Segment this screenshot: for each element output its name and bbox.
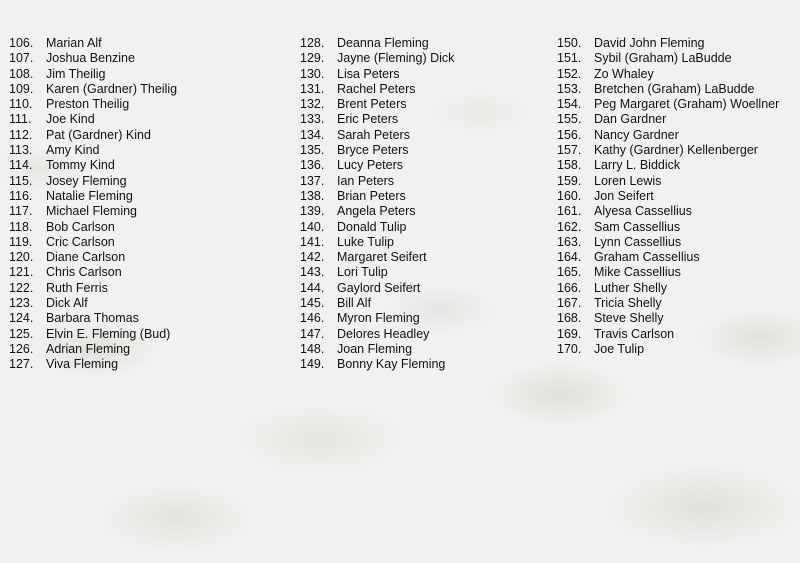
list-item (9, 82, 177, 97)
entry-number: 129. (300, 51, 325, 66)
entry-number: 142. (300, 250, 325, 265)
entry-number: 108. (9, 66, 34, 81)
list-item (300, 311, 454, 326)
list-item (557, 51, 779, 66)
list-item (300, 174, 454, 189)
list-item (9, 97, 177, 112)
entry-number: 130. (300, 66, 325, 81)
entry-name: Tricia Shelly (594, 296, 662, 311)
entry-name: Tommy Kind (46, 158, 115, 173)
name-column-3 (557, 36, 779, 357)
entry-name: Alyesa Cassellius (594, 204, 692, 219)
entry-number: 166. (557, 280, 582, 295)
list-item (9, 220, 177, 235)
entry-number: 145. (300, 296, 325, 311)
entry-name: Larry L. Biddick (594, 158, 681, 173)
list-item (557, 158, 779, 173)
entry-name: Pat (Gardner) Kind (46, 127, 151, 142)
list-item (557, 112, 779, 127)
list-item (300, 112, 454, 127)
entry-name: Donald Tulip (337, 219, 407, 234)
entry-number: 133. (300, 112, 325, 127)
entry-name: Sam Cassellius (594, 219, 681, 234)
entry-name: Peg Margaret (Graham) Woellner (594, 97, 780, 112)
entry-name: Adrian Fleming (46, 341, 131, 356)
list-item (300, 357, 454, 372)
list-item (300, 235, 454, 250)
list-item (557, 250, 779, 265)
entry-number: 107. (9, 51, 34, 66)
entry-name: Joan Fleming (337, 341, 413, 356)
entry-number: 141. (300, 234, 325, 249)
entry-name: Jim Theilig (46, 66, 106, 81)
entry-number: 109. (9, 81, 34, 96)
list-item (300, 143, 454, 158)
entry-number: 154. (557, 97, 582, 112)
entry-number: 151. (557, 51, 582, 66)
entry-name: Luke Tulip (337, 234, 394, 249)
entry-name: Cric Carlson (46, 234, 115, 249)
list-item (300, 67, 454, 82)
entry-number: 165. (557, 265, 582, 280)
entry-number: 168. (557, 311, 582, 326)
list-item (557, 311, 779, 326)
entry-number: 115. (9, 173, 33, 188)
entry-number: 163. (557, 234, 582, 249)
entry-name: Travis Carlson (594, 326, 675, 341)
entry-name: Jayne (Fleming) Dick (337, 51, 455, 66)
entry-name: Ian Peters (337, 173, 394, 188)
list-item (300, 189, 454, 204)
list-item (9, 327, 177, 342)
entry-number: 157. (557, 143, 582, 158)
entry-number: 118. (9, 219, 33, 234)
list-item (557, 342, 779, 357)
entry-name: Graham Cassellius (594, 250, 700, 265)
entry-name: Bob Carlson (46, 219, 115, 234)
entry-name: Josey Fleming (46, 173, 127, 188)
entry-number: 127. (9, 357, 34, 372)
list-item (557, 235, 779, 250)
list-item (300, 250, 454, 265)
entry-number: 150. (557, 36, 582, 50)
entry-name: Jon Seifert (594, 188, 654, 203)
list-item (557, 143, 779, 158)
entry-number: 148. (300, 341, 325, 356)
entry-number: 126. (9, 341, 34, 356)
list-item (9, 67, 177, 82)
list-item (300, 97, 454, 112)
list-item (9, 112, 177, 127)
entry-number: 132. (300, 97, 325, 112)
entry-number: 160. (557, 188, 582, 203)
list-item (9, 281, 177, 296)
entry-number: 161. (557, 204, 582, 219)
entry-number: 112. (9, 127, 33, 142)
entry-name: Kathy (Gardner) Kellenberger (594, 143, 758, 158)
entry-name: Ruth Ferris (46, 280, 108, 295)
entry-number: 128. (300, 36, 325, 50)
entry-name: Myron Fleming (337, 311, 420, 326)
entry-number: 106. (9, 36, 34, 50)
entry-name: Amy Kind (46, 143, 100, 158)
list-item (9, 51, 177, 66)
entry-number: 114. (9, 158, 33, 173)
entry-name: Elvin E. Fleming (Bud) (46, 326, 171, 341)
entry-name: Brian Peters (337, 188, 406, 203)
list-item (557, 67, 779, 82)
entry-number: 139. (300, 204, 325, 219)
list-item (300, 82, 454, 97)
entry-number: 121. (9, 265, 34, 280)
list-item (9, 174, 177, 189)
list-item (300, 265, 454, 280)
list-item (557, 265, 779, 280)
entry-name: Delores Headley (337, 326, 430, 341)
list-item (557, 327, 779, 342)
entry-number: 117. (9, 204, 33, 219)
entry-number: 111. (9, 112, 32, 127)
entry-number: 138. (300, 188, 325, 203)
list-item (9, 265, 177, 280)
list-item (9, 189, 177, 204)
entry-number: 123. (9, 296, 34, 311)
entry-name: Joe Tulip (594, 341, 645, 356)
list-item (300, 220, 454, 235)
entry-name: Viva Fleming (46, 357, 119, 372)
entry-name: Brent Peters (337, 97, 407, 112)
entry-name: Dick Alf (46, 296, 88, 311)
entry-name: Zo Whaley (594, 66, 654, 81)
list-item (300, 51, 454, 66)
list-item (9, 311, 177, 326)
entry-name: Sybil (Graham) LaBudde (594, 51, 732, 66)
entry-name: Lori Tulip (337, 265, 388, 280)
list-item (300, 296, 454, 311)
list-item (300, 281, 454, 296)
list-item (9, 128, 177, 143)
entry-name: Sarah Peters (337, 127, 410, 142)
entry-name: Loren Lewis (594, 173, 662, 188)
entry-number: 162. (557, 219, 582, 234)
entry-number: 136. (300, 158, 325, 173)
entry-number: 120. (9, 250, 34, 265)
name-column-2 (300, 36, 454, 373)
list-item (557, 204, 779, 219)
entry-number: 149. (300, 357, 325, 372)
list-item (300, 158, 454, 173)
name-column-1 (9, 36, 177, 373)
entry-number: 125. (9, 326, 34, 341)
entry-number: 122. (9, 280, 34, 295)
entry-name: Bonny Kay Fleming (337, 357, 446, 372)
entry-number: 159. (557, 173, 582, 188)
entry-number: 135. (300, 143, 325, 158)
entry-name: Steve Shelly (594, 311, 664, 326)
list-item (300, 327, 454, 342)
entry-name: Michael Fleming (46, 204, 138, 219)
entry-name: Luther Shelly (594, 280, 667, 295)
entry-number: 164. (557, 250, 582, 265)
entry-name: Nancy Gardner (594, 127, 679, 142)
entry-number: 147. (300, 326, 325, 341)
entry-number: 167. (557, 296, 582, 311)
entry-number: 169. (557, 326, 582, 341)
list-item (300, 128, 454, 143)
list-item (557, 296, 779, 311)
list-item (557, 82, 779, 97)
entry-name: Rachel Peters (337, 81, 416, 96)
entry-number: 156. (557, 127, 582, 142)
entry-number: 158. (557, 158, 582, 173)
entry-name: David John Fleming (594, 36, 705, 50)
list-item (557, 189, 779, 204)
list-item (9, 250, 177, 265)
entry-name: Natalie Fleming (46, 188, 133, 203)
entry-name: Karen (Gardner) Theilig (46, 81, 178, 96)
entry-name: Chris Carlson (46, 265, 122, 280)
entry-name: Lynn Cassellius (594, 234, 682, 249)
list-item (9, 296, 177, 311)
entry-name: Barbara Thomas (46, 311, 139, 326)
list-item (9, 143, 177, 158)
list-item (557, 281, 779, 296)
entry-number: 170. (557, 341, 582, 356)
list-item (9, 158, 177, 173)
entry-number: 131. (300, 81, 325, 96)
list-item (9, 204, 177, 219)
entry-number: 146. (300, 311, 325, 326)
entry-number: 153. (557, 81, 582, 96)
entry-name: Mike Cassellius (594, 265, 681, 280)
entry-name: Bill Alf (337, 296, 372, 311)
entry-number: 119. (9, 234, 33, 249)
entry-name: Gaylord Seifert (337, 280, 421, 295)
entry-number: 152. (557, 66, 582, 81)
entry-name: Deanna Fleming (337, 36, 429, 50)
entry-name: Dan Gardner (594, 112, 667, 127)
entry-name: Preston Theilig (46, 97, 130, 112)
entry-name: Bretchen (Graham) LaBudde (594, 81, 755, 96)
entry-number: 155. (557, 112, 582, 127)
entry-name: Margaret Seifert (337, 250, 427, 265)
entry-name: Angela Peters (337, 204, 416, 219)
entry-number: 137. (300, 173, 325, 188)
entry-number: 140. (300, 219, 325, 234)
entry-number: 124. (9, 311, 34, 326)
list-item (557, 174, 779, 189)
entry-number: 144. (300, 280, 325, 295)
entry-number: 134. (300, 127, 325, 142)
list-item (9, 235, 177, 250)
list-item (9, 357, 177, 372)
entry-number: 116. (9, 188, 33, 203)
list-item (557, 97, 779, 112)
entry-name: Bryce Peters (337, 143, 409, 158)
list-item (557, 36, 779, 51)
list-item (557, 128, 779, 143)
entry-name: Marian Alf (46, 36, 102, 50)
entry-name: Lucy Peters (337, 158, 404, 173)
entry-name: Eric Peters (337, 112, 399, 127)
entry-number: 113. (9, 143, 33, 158)
list-item (300, 204, 454, 219)
entry-name: Lisa Peters (337, 66, 400, 81)
list-item (300, 36, 454, 51)
entry-number: 110. (9, 97, 33, 112)
entry-name: Joshua Benzine (46, 51, 135, 66)
list-item (557, 220, 779, 235)
list-item (300, 342, 454, 357)
entry-name: Diane Carlson (46, 250, 126, 265)
entry-name: Joe Kind (46, 112, 95, 127)
list-item (9, 342, 177, 357)
list-item (9, 36, 177, 51)
entry-number: 143. (300, 265, 325, 280)
